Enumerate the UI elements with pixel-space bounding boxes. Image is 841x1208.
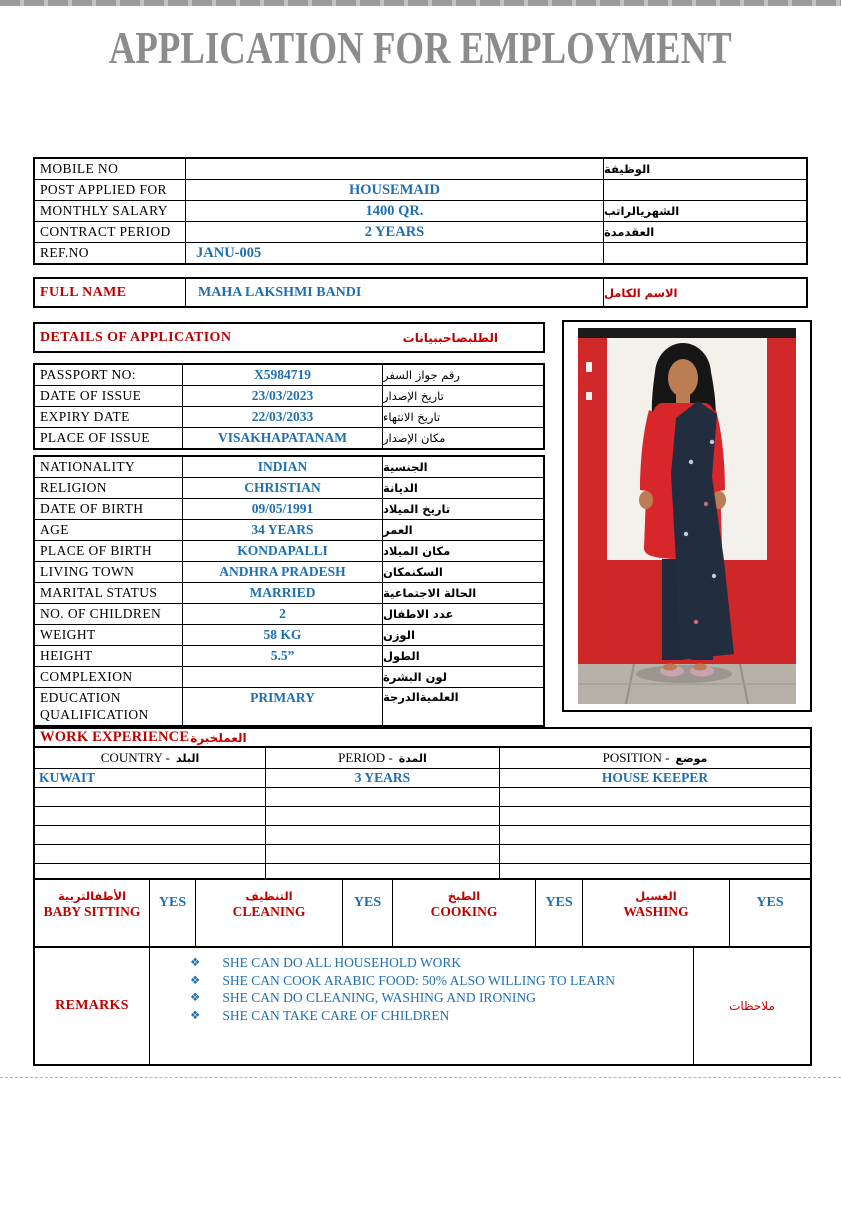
field-label-arabic: الشهريالراتب — [603, 201, 806, 221]
remark-item — [190, 972, 615, 990]
table-row — [35, 221, 806, 242]
column-header-arabic: موضع — [675, 751, 708, 765]
passport-details-table — [33, 363, 545, 450]
skill-cleaning-value: YES — [342, 880, 392, 949]
table-row — [35, 540, 543, 561]
table-row — [35, 159, 806, 179]
diamond-bullet-icon: ❖ — [190, 990, 201, 1004]
skill-baby-sitting — [35, 880, 149, 949]
remarks-label: REMARKS — [55, 998, 129, 1013]
position-value — [499, 807, 810, 825]
field-value: JANU-005 — [185, 243, 603, 263]
skill-label: CLEANING — [232, 904, 306, 919]
full-name-label-arabic: الاسم الكامل — [603, 279, 806, 306]
remark-text: SHE CAN DO CLEANING, WASHING AND IRONING — [222, 990, 536, 1005]
country-value: KUWAIT — [39, 770, 96, 785]
field-value — [182, 667, 382, 687]
field-label-arabic: عدد الاطفال — [382, 604, 543, 624]
field-value: 2 — [182, 604, 382, 624]
position-value — [499, 845, 810, 863]
field-label: MARITAL STATUS — [40, 585, 158, 600]
field-label: NATIONALITY — [40, 459, 136, 474]
field-label-arabic: مكان الإصدار — [382, 428, 543, 448]
field-value: MARRIED — [182, 583, 382, 603]
remarks-content — [149, 948, 693, 1064]
table-row — [35, 666, 543, 687]
field-label: AGE — [40, 522, 69, 537]
remark-item — [190, 1007, 615, 1025]
country-value — [35, 807, 265, 825]
field-label: EXPIRY DATE — [40, 409, 130, 424]
field-value: 23/03/2023 — [182, 386, 382, 406]
table-row — [35, 279, 806, 306]
field-label-arabic: العمر — [382, 520, 543, 540]
field-label: LIVING TOWN — [40, 564, 135, 579]
table-row — [35, 457, 543, 477]
work-experience-heading — [35, 729, 810, 747]
work-experience-row — [35, 844, 810, 863]
skills-table — [33, 878, 812, 951]
table-row — [35, 645, 543, 666]
table-row — [35, 385, 543, 406]
field-label: HEIGHT — [40, 648, 93, 663]
field-value: PRIMARY — [182, 688, 382, 725]
diamond-bullet-icon: ❖ — [190, 972, 201, 987]
remarks-table — [33, 946, 812, 1066]
applicant-photo — [562, 320, 812, 712]
field-label: DATE OF ISSUE — [40, 388, 142, 403]
work-experience-table — [33, 727, 812, 884]
field-label-arabic: الديانة — [382, 478, 543, 498]
field-value: INDIAN — [182, 457, 382, 477]
full-name-value: MAHA LAKSHMI BANDI — [185, 279, 603, 306]
field-label-arabic: تاريخ الميلاد — [382, 499, 543, 519]
field-label-arabic: لون البشرة — [382, 667, 543, 687]
position-value — [499, 826, 810, 844]
field-value — [185, 159, 603, 179]
section-heading-arabic: العملخبرة — [190, 730, 247, 745]
remark-text: SHE CAN COOK ARABIC FOOD: 50% ALSO WILLING TO LEARN — [222, 972, 615, 988]
remark-text: SHE CAN DO ALL HOUSEHOLD WORK — [222, 955, 462, 970]
skill-baby-sitting-value: YES — [149, 880, 195, 949]
table-row — [35, 624, 543, 645]
work-experience-row — [35, 806, 810, 825]
field-label-arabic: الوظيفة — [603, 159, 806, 179]
full-name-table — [33, 277, 808, 308]
field-value: HOUSEMAID — [185, 180, 603, 200]
field-label: NO. OF CHILDREN — [40, 606, 162, 621]
table-row — [35, 179, 806, 200]
field-label-arabic: تاريخ الانتهاء — [382, 407, 543, 427]
column-header-label: POSITION - — [602, 750, 670, 765]
field-label-arabic: العلميةالدرجة — [382, 688, 543, 725]
remarks-row — [35, 948, 810, 1064]
skill-label-arabic: الغسيل — [635, 889, 677, 903]
skill-cooking-value: YES — [535, 880, 582, 949]
skill-washing-value: YES — [729, 880, 810, 949]
column-header-label: PERIOD - — [338, 750, 393, 765]
table-row — [35, 427, 543, 448]
position-value — [499, 788, 810, 806]
field-label: RELIGION — [40, 480, 107, 495]
field-label: MOBILE NO — [40, 161, 119, 176]
field-label: DATE OF BIRTH — [40, 501, 144, 516]
field-value: 1400 QR. — [185, 201, 603, 221]
page-title-wrap — [0, 22, 841, 74]
diamond-bullet-icon: ❖ — [190, 955, 201, 969]
remark-item — [190, 954, 615, 972]
skill-label-arabic: الأطفالتربية — [57, 889, 127, 903]
field-label-arabic: السكنمكان — [382, 562, 543, 582]
skill-cooking — [392, 880, 535, 949]
country-value — [35, 826, 265, 844]
work-experience-row — [35, 768, 810, 787]
section-heading: WORK EXPERIENCE — [40, 729, 190, 745]
table-row — [35, 242, 806, 263]
table-row — [35, 200, 806, 221]
field-value: X5984719 — [182, 365, 382, 385]
field-label: PASSPORT NO: — [40, 367, 136, 382]
table-row — [35, 687, 543, 725]
remark-item — [190, 989, 615, 1007]
period-value — [265, 788, 499, 806]
field-label-arabic: مكان الميلاد — [382, 541, 543, 561]
period-value — [265, 826, 499, 844]
header-info-table — [33, 157, 808, 265]
field-value: ANDHRA PRADESH — [182, 562, 382, 582]
field-value: 58 KG — [182, 625, 382, 645]
field-value: 5.5” — [182, 646, 382, 666]
table-row — [35, 561, 543, 582]
field-value: KONDAPALLI — [182, 541, 382, 561]
field-label: MONTHLY SALARY — [40, 203, 168, 218]
field-label: POST APPLIED FOR — [40, 182, 167, 197]
field-label: PLACE OF BIRTH — [40, 543, 153, 558]
page-title: APPLICATION FOR EMPLOYMENT — [109, 22, 732, 73]
field-label-arabic: الطول — [382, 646, 543, 666]
period-value — [265, 807, 499, 825]
field-label-arabic — [603, 180, 806, 200]
skill-label-arabic: الطبخ — [447, 889, 481, 903]
field-label-arabic: الوزن — [382, 625, 543, 645]
table-row — [35, 519, 543, 540]
period-value: 3 YEARS — [265, 769, 499, 787]
field-value: VISAKHAPATANAM — [182, 428, 382, 448]
column-header-arabic: المدة — [398, 751, 427, 765]
field-label: WEIGHT — [40, 627, 96, 642]
column-header — [265, 748, 499, 768]
field-label: COMPLEXION — [40, 669, 133, 684]
field-label-arabic — [603, 243, 806, 263]
table-row — [35, 365, 543, 385]
table-row — [35, 582, 543, 603]
field-value: 2 YEARS — [185, 222, 603, 242]
column-header-label: COUNTRY - — [100, 750, 170, 765]
personal-details-table — [33, 455, 545, 727]
table-row — [35, 603, 543, 624]
page-top-strip — [0, 0, 841, 6]
section-heading: DETAILS OF APPLICATION — [40, 329, 232, 345]
table-row — [35, 406, 543, 427]
field-value: 34 YEARS — [182, 520, 382, 540]
skill-label: BABY SITTING — [43, 904, 141, 919]
remarks-label-arabic: ملاحظات — [693, 948, 810, 1064]
field-label: REF.NO — [40, 245, 89, 260]
column-header — [499, 748, 810, 768]
skill-label: COOKING — [430, 904, 498, 919]
skill-cleaning — [195, 880, 342, 949]
field-label-arabic: الجنسية — [382, 457, 543, 477]
field-value: CHRISTIAN — [182, 478, 382, 498]
skills-row — [35, 880, 810, 949]
field-label: EDUCATION QUALIFICATION — [40, 690, 149, 722]
remarks-list — [150, 954, 615, 1024]
field-label: PLACE OF ISSUE — [40, 430, 150, 445]
diamond-bullet-icon: ❖ — [190, 1007, 201, 1022]
work-experience-header-row — [35, 747, 810, 768]
skill-label-arabic: التنظيف — [245, 889, 293, 903]
section-heading-arabic: الطلبصاحببيانات — [402, 330, 498, 345]
skill-washing — [582, 880, 729, 949]
skill-label: WASHING — [623, 904, 689, 919]
field-value: 22/03/2033 — [182, 407, 382, 427]
table-row — [35, 477, 543, 498]
field-label-arabic: رقم جواز السفر — [382, 365, 543, 385]
details-of-application-heading — [33, 322, 545, 353]
full-name-label: FULL NAME — [40, 284, 127, 300]
country-value — [35, 788, 265, 806]
table-row — [35, 498, 543, 519]
page-bottom-divider — [0, 1077, 841, 1078]
remark-text: SHE CAN TAKE CARE OF CHILDREN — [222, 1007, 450, 1023]
work-experience-row — [35, 825, 810, 844]
field-label: CONTRACT PERIOD — [40, 224, 171, 239]
field-value: 09/05/1991 — [182, 499, 382, 519]
field-label-arabic: الحالة الاجتماعية — [382, 583, 543, 603]
field-label-arabic: تاريخ الإصدار — [382, 386, 543, 406]
field-label-arabic: العقدمدة — [603, 222, 806, 242]
applicant-photo-illustration — [564, 322, 810, 710]
country-value — [35, 845, 265, 863]
position-value: HOUSE KEEPER — [499, 769, 810, 787]
period-value — [265, 845, 499, 863]
column-header — [35, 748, 265, 768]
column-header-arabic: البلد — [175, 751, 200, 765]
work-experience-row — [35, 787, 810, 806]
